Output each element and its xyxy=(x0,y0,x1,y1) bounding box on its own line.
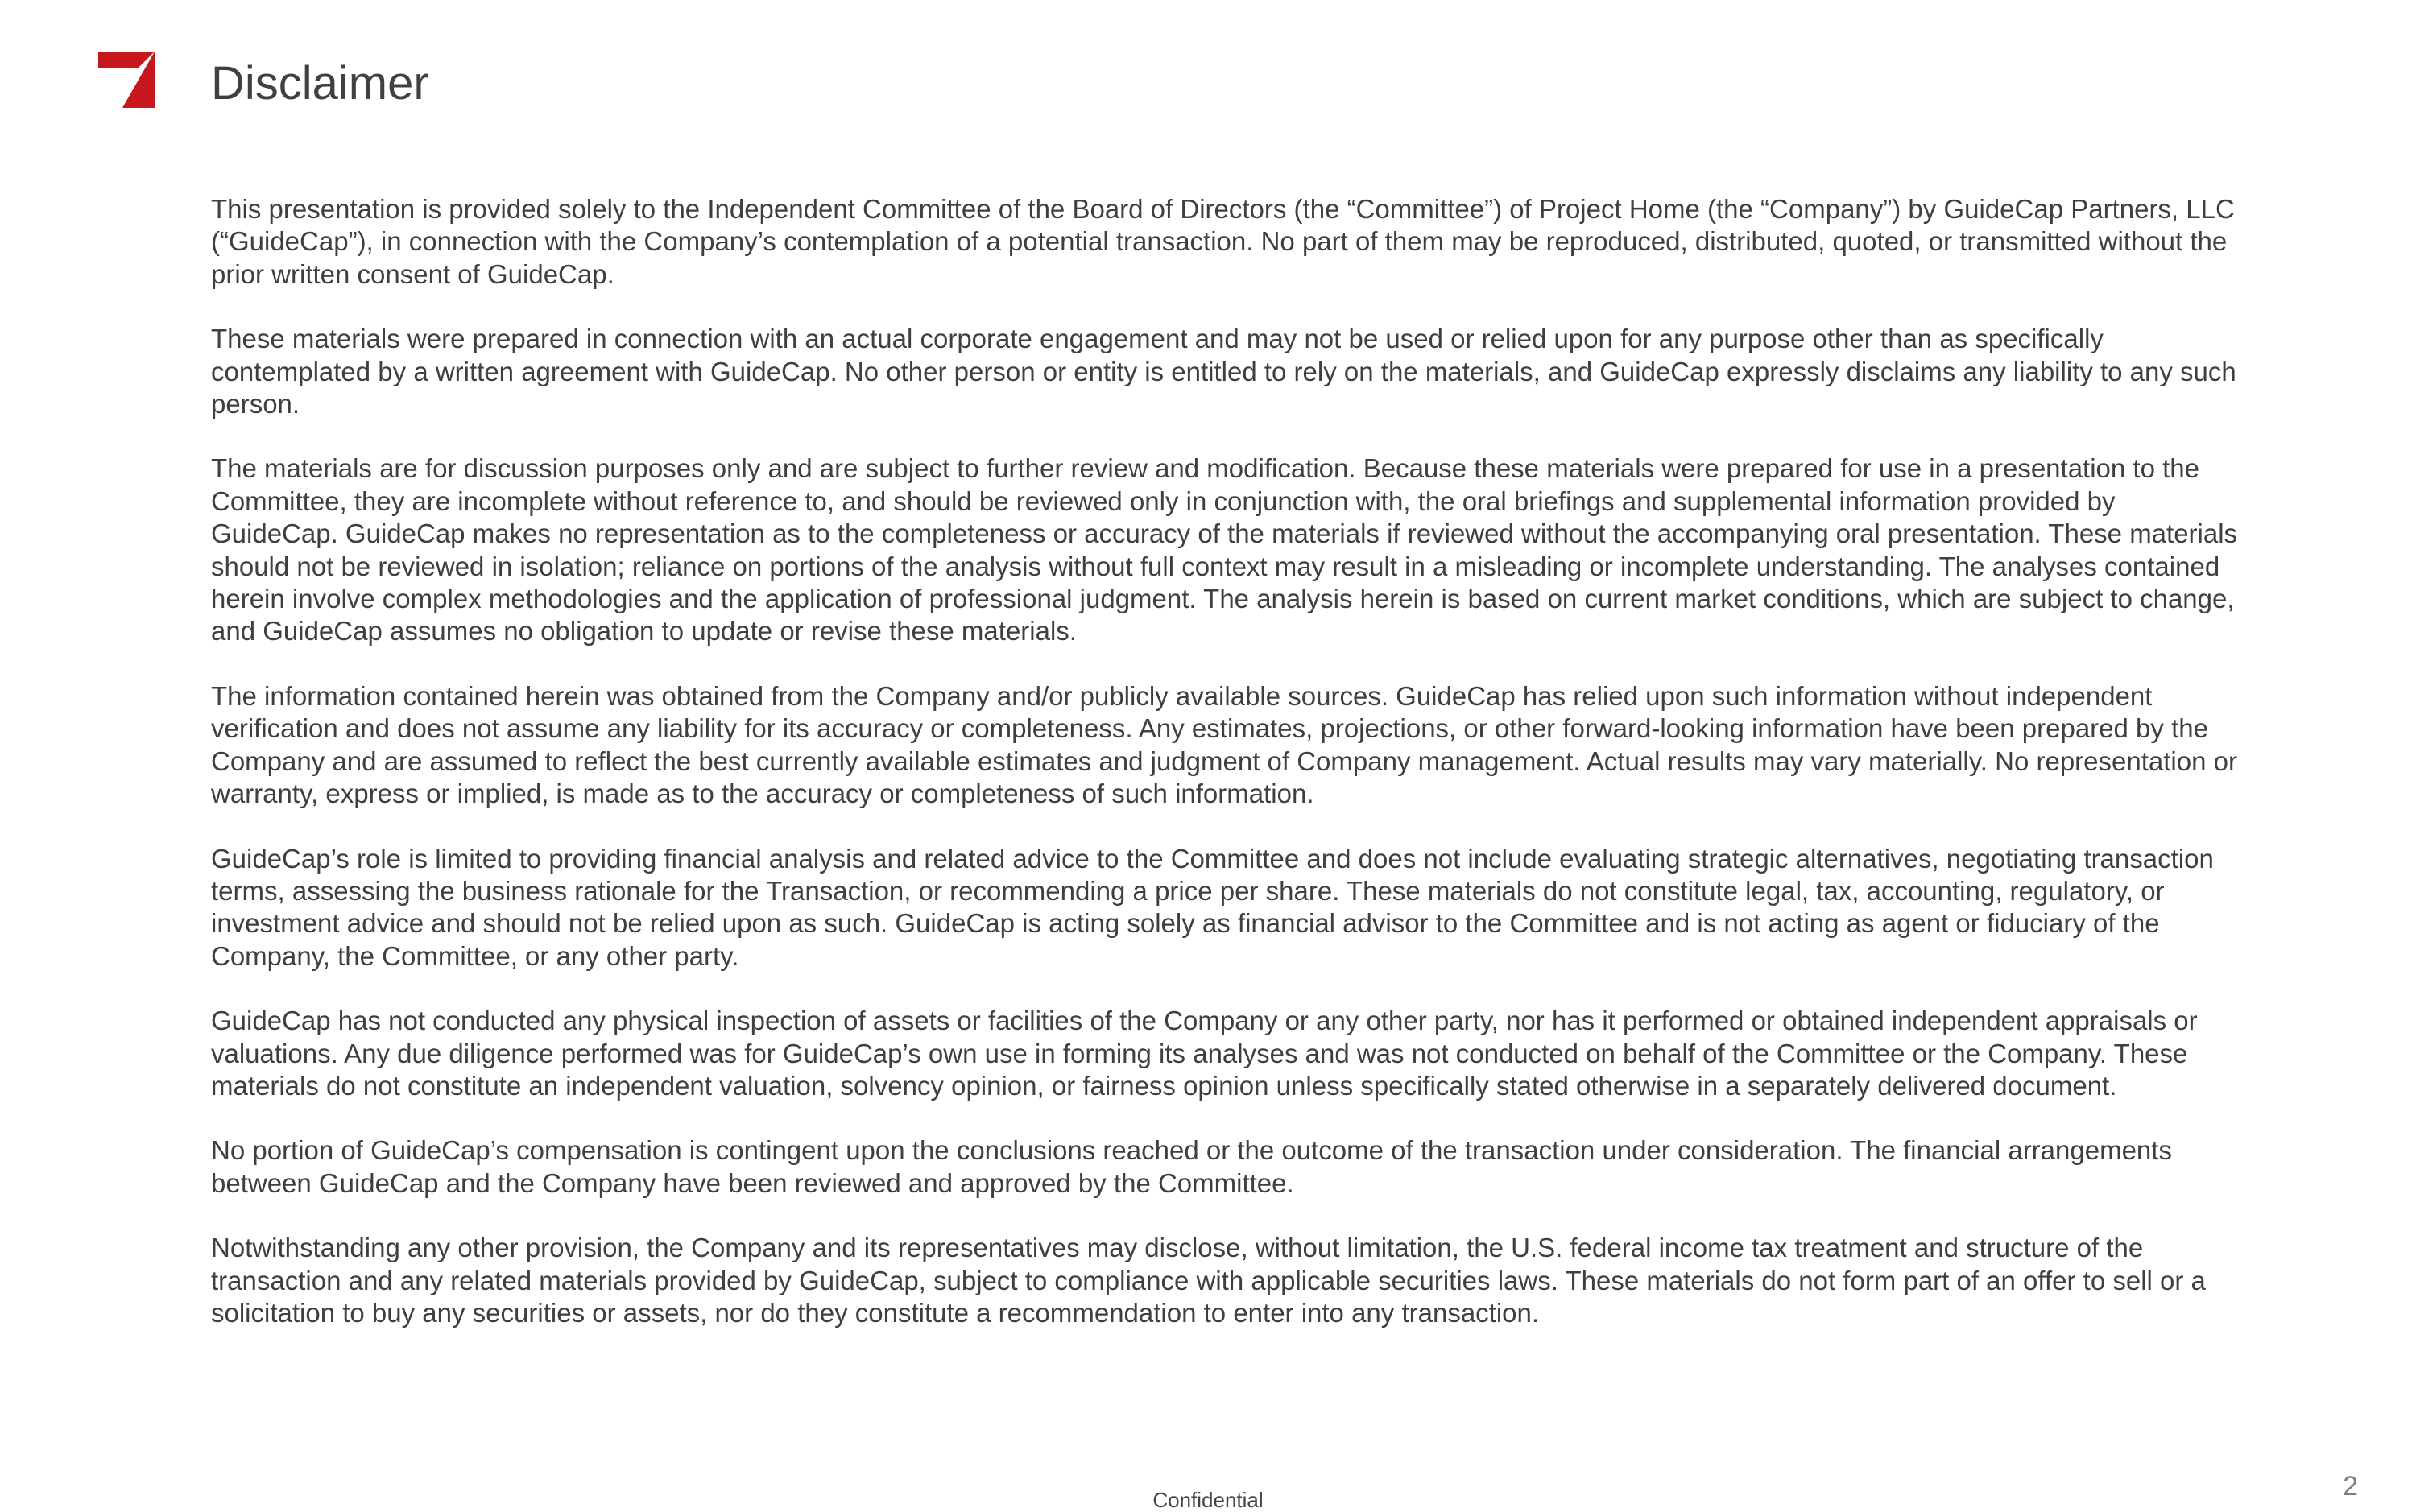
page-number: 2 xyxy=(2343,1471,2358,1502)
disclaimer-paragraph: These materials were prepared in connection with an actual corporate engagement and may not be used or relied upon for any purpose other than as specifically contemplated by a written agreement with GuideCap. No other person or entity is entitled to rely on the materials, and GuideCap expressly disclaims any liability to any such person. xyxy=(211,324,2236,419)
page-title: Disclaimer xyxy=(211,57,429,109)
disclaimer-paragraph: GuideCap has not conducted any physical inspection of assets or facilities of the Company or any other party, nor has it performed or obtained independent appraisals or valuations. Any due diligence performed was for GuideCap’s own use in forming its analyses and was not conducted on behalf of the Committee or the Company. These materials do not constitute an independent valuation, solvency opinion, or fairness opinion unless specifically stated otherwise in a separately delivered document. xyxy=(211,1006,2198,1101)
disclaimer-paragraph: Notwithstanding any other provision, the Company and its representatives may disclose, without limitation, the U.S. federal income tax treatment and structure of the transaction and any related materials provided by GuideCap, subject to compliance with applicable securities laws. These materials do not form part of an offer to sell or a solicitation to buy any securities or assets, nor do they constitute a recommendation to enter into any transaction. xyxy=(211,1233,2206,1328)
disclaimer-paragraph: The materials are for discussion purposes only and are subject to further review and modification. Because these materials were prepared for use in a presentation to the Committee, they are incomplete without reference to, and should be reviewed only in conjunction with, the oral briefings and supplemental information provided by GuideCap. GuideCap makes no representation as to the completeness or accuracy of the materials if reviewed without the accompanying oral presentation. These materials should not be reviewed in isolation; reliance on portions of the analysis without full context may result in a misleading or incomplete understanding. The analyses contained herein involve complex methodologies and the application of professional judgment. The analysis herein is based on current market conditions, which are subject to change, and GuideCap assumes no obligation to update or revise these materials. xyxy=(211,453,2238,647)
disclaimer-paragraph: No portion of GuideCap’s compensation is contingent upon the conclusions reached or the outcome of the transaction under consideration. The financial arrangements between GuideCap and the Company have been reviewed and approved by the Committee. xyxy=(211,1135,2172,1198)
disclaimer-body xyxy=(211,193,2248,1361)
confidential-label: Confidential xyxy=(1152,1488,1264,1512)
guidecap-logo-icon xyxy=(98,52,155,108)
disclaimer-paragraph: GuideCap’s role is limited to providing financial analysis and related advice to the Committee and does not include evaluating strategic alternatives, negotiating transaction terms, assessing the business rationale for the Transaction, or recommending a price per share. These materials do not constitute legal, tax, accounting, regulatory, or investment advice and should not be relied upon as such. GuideCap is acting solely as financial advisor to the Committee and is not acting as agent or fiduciary of the Company, the Committee, or any other party. xyxy=(211,843,2214,971)
disclaimer-paragraph: The information contained herein was obtained from the Company and/or publicly available sources. GuideCap has relied upon such information without independent verification and does not assume any liability for its accuracy or completeness. Any estimates, projections, or other forward-looking information have been prepared by the Company and are assumed to reflect the best currently available estimates and judgment of Company management. Actual results may vary materially. No representation or warranty, express or implied, is made as to the accuracy or completeness of such information. xyxy=(211,680,2237,809)
disclaimer-paragraph: This presentation is provided solely to the Independent Committee of the Board of Directors (the “Committee”) of Project Home (the “Company”) by GuideCap Partners, LLC (“GuideCap”), in connection with the Company’s contemplation of a potential transaction. No part of them may be reproduced, distributed, quoted, or transmitted without the prior written consent of GuideCap. xyxy=(211,194,2235,289)
